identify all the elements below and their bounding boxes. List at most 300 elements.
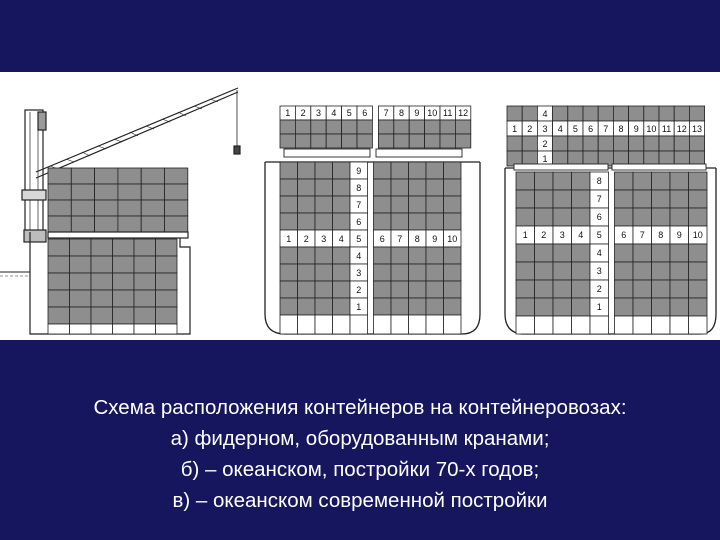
hold-container [409,162,427,179]
hold-tier-number: 1 [596,302,602,312]
hold-container [553,244,572,262]
deck-container [568,106,583,121]
hold-container [391,264,409,281]
hold-container [280,281,298,298]
hold-container [633,262,652,280]
hold-container [333,264,351,281]
deck-container [583,106,598,121]
hold-double-bottom-cell [374,315,392,334]
feeder-double-bottom-cell [134,324,156,334]
feeder-hold-container [48,256,70,273]
feeder-hold-container [134,273,156,290]
hold-tier-number: 8 [596,176,602,186]
hold-container [689,262,708,280]
hold-container [670,298,689,316]
feeder-deck-container [141,168,164,184]
hold-container [426,179,444,196]
hold-row-number: 2 [541,230,547,240]
hold-container [280,196,298,213]
feeder-hold-container [48,273,70,290]
hold-double-bottom-cell [391,315,409,334]
hold-double-bottom-cell [689,316,708,334]
hold-container [444,247,462,264]
feeder-deck-container [48,216,71,232]
hold-container [444,179,462,196]
hold-container [333,162,351,179]
hold-container [444,264,462,281]
feeder-hold-container [113,307,135,324]
hold-container [615,244,634,262]
hold-container [670,190,689,208]
deck-container [522,106,537,121]
caption-line-3: б) – океанском, постройки 70-х годов; [180,458,540,481]
hold-container [374,298,392,315]
feeder-hold-container [156,273,178,290]
hold-container [633,190,652,208]
hold-container [426,298,444,315]
hold-container [670,208,689,226]
feeder-deck-container [48,184,71,200]
hold-tier-number: 6 [356,217,362,227]
hold-double-bottom-cell [590,316,609,334]
hold-container [516,244,535,262]
hold-container [426,162,444,179]
deck-container [659,136,674,151]
crane-jib-lattice [50,99,218,169]
deck-container [507,136,522,151]
hold-container [670,172,689,190]
hold-double-bottom-cell [670,316,689,334]
hold-container [633,208,652,226]
hold-container [409,281,427,298]
deck-row-number: 9 [633,124,639,134]
feeder-hold-container [113,239,135,256]
deck-container [440,120,455,134]
hold-container [298,179,316,196]
hold-container [280,179,298,196]
hold-container [553,298,572,316]
hold-container [652,262,671,280]
feeder-deck-container [118,184,141,200]
deck-container [629,106,644,121]
hold-container [374,264,392,281]
hold-row-number: 6 [621,230,627,240]
deck-container [674,136,689,151]
hold-container [333,247,351,264]
hold-container [553,172,572,190]
hold-container [333,196,351,213]
feeder-deck-containers [48,168,188,232]
feeder-deck-container [71,216,94,232]
deck-container [659,106,674,121]
deck-container [394,120,409,134]
hold-container [409,196,427,213]
hold-container [298,264,316,281]
feeder-hold-container [70,239,92,256]
feeder-hatch-cover [48,232,188,238]
hold-container [633,280,652,298]
hold-container [280,162,298,179]
deck-row-number: 9 [414,108,420,118]
ocean-1970s-hold-grid [280,162,461,334]
hold-container [516,280,535,298]
feeder-ship-with-crane [0,88,240,334]
hold-container [374,179,392,196]
hold-double-bottom-cell [633,316,652,334]
hold-tier-number: 8 [356,183,362,193]
deck-tier-number: 1 [542,154,548,164]
hold-container [652,208,671,226]
ocean-1970s-deck-row [280,106,471,148]
figure-caption [0,392,720,516]
hold-container [280,264,298,281]
ocean-modern-hatch-cover-right [612,164,706,170]
deck-container [629,136,644,151]
deck-row-number: 10 [646,124,657,134]
hold-tier-number: 1 [356,302,362,312]
hold-container [426,281,444,298]
hold-container [572,244,591,262]
hold-container [298,298,316,315]
hold-container [572,262,591,280]
hold-container [374,247,392,264]
hold-container [409,179,427,196]
deck-container [409,134,424,148]
hold-row-number: 2 [303,234,309,244]
deck-container [644,136,659,151]
deck-container [409,120,424,134]
hold-container [444,196,462,213]
feeder-double-bottom-cell [48,324,70,334]
hold-container [633,172,652,190]
hold-container [333,281,351,298]
deck-row-number: 1 [512,124,518,134]
ship-diagrams-figure [0,72,720,340]
hold-tier-number: 7 [356,200,362,210]
hold-container [298,162,316,179]
hold-container [572,172,591,190]
hold-container [689,298,708,316]
hold-container [426,196,444,213]
ocean-ship-1970s [265,106,480,334]
hold-double-bottom-cell [426,315,444,334]
hold-container [280,298,298,315]
feeder-deck-container [71,184,94,200]
feeder-hold-container [48,307,70,324]
deck-row-number: 11 [443,108,453,118]
feeder-deck-container [118,200,141,216]
hold-container [553,262,572,280]
feeder-hold-container [91,273,113,290]
hold-tier-number: 3 [596,266,602,276]
hold-double-bottom-cell [333,315,351,334]
deck-container [522,136,537,151]
hold-container [374,162,392,179]
deck-row-number: 5 [346,108,352,118]
hold-row-number: 5 [356,234,362,244]
feeder-deck-container [141,184,164,200]
hold-container [426,264,444,281]
deck-row-number: 12 [458,108,469,118]
deck-container [342,134,357,148]
feeder-hold-container [134,307,156,324]
hold-row-number: 10 [692,230,703,240]
deck-container [613,106,628,121]
hold-tier-number: 2 [596,284,602,294]
hold-container [516,190,535,208]
hold-container [444,298,462,315]
hold-double-bottom-cell [652,316,671,334]
hold-row-number: 1 [522,230,528,240]
deck-row-number: 1 [285,108,291,118]
hold-container [280,247,298,264]
deck-tier-number: 4 [542,109,548,119]
caption-line-1: Схема расположения контейнеров на контейнеровозах: [93,396,627,419]
hold-row-number: 6 [379,234,385,244]
hold-container [409,213,427,230]
hold-container [391,179,409,196]
hold-row-number: 5 [596,230,602,240]
hold-container [444,213,462,230]
deck-row-number: 11 [661,124,672,134]
deck-container [295,120,310,134]
hold-double-bottom-cell [409,315,427,334]
hold-container [426,213,444,230]
hold-container [689,244,708,262]
hold-container [516,262,535,280]
hold-container [391,281,409,298]
deck-container [583,136,598,151]
hold-container [689,172,708,190]
crane-cab [38,112,46,130]
hold-container [391,162,409,179]
deck-row-number: 13 [691,124,703,134]
feeder-deck-container [95,168,118,184]
hold-container [572,298,591,316]
hold-double-bottom-cell [572,316,591,334]
hold-container [615,298,634,316]
feeder-hold-container [91,239,113,256]
hold-container [689,280,708,298]
deck-container [425,134,440,148]
hold-row-number: 9 [676,230,682,240]
hold-container [409,264,427,281]
feeder-deck-container [95,184,118,200]
deck-container [295,134,310,148]
hold-container [374,281,392,298]
deck-container [342,120,357,134]
ocean-modern-hatch-cover-left [514,164,608,170]
hold-container [535,244,554,262]
feeder-hold-container [134,256,156,273]
feeder-deck-container [118,168,141,184]
feeder-deck-container [71,168,94,184]
hold-container [572,280,591,298]
feeder-deck-container [165,184,188,200]
feeder-hold-container [91,290,113,307]
caption-line-2: а) фидерном, оборудованным кранами; [170,427,550,450]
hold-container [689,208,708,226]
hold-row-number: 8 [658,230,664,240]
hold-container [298,196,316,213]
hold-container [333,298,351,315]
feeder-double-bottom-cell [70,324,92,334]
hold-container [615,190,634,208]
deck-container [357,120,372,134]
hold-container [444,162,462,179]
deck-row-number: 4 [331,108,337,118]
hold-container [444,281,462,298]
hold-container [516,208,535,226]
ocean-1970s-hatch-cover-right [376,149,462,157]
hold-double-bottom-cell [280,315,298,334]
ocean-ship-modern [505,106,716,334]
hold-row-number: 4 [338,234,344,244]
hold-tier-number: 4 [356,251,362,261]
feeder-deck-container [141,216,164,232]
crane-platform [22,190,46,200]
hold-container [670,244,689,262]
deck-container [455,120,470,134]
deck-container [674,106,689,121]
feeder-deck-container [118,216,141,232]
deck-container [311,120,326,134]
hold-tier-number: 7 [596,194,602,204]
deck-container [280,120,295,134]
hold-container [333,179,351,196]
deck-row-number: 5 [572,124,578,134]
deck-row-number: 8 [618,124,624,134]
feeder-hold-containers [48,239,177,334]
feeder-hold-container [156,256,178,273]
hold-container [409,247,427,264]
caption-line-4: в) – океанском современной постройки [172,489,548,512]
feeder-deck-container [48,168,71,184]
hold-container [298,247,316,264]
deck-container [440,134,455,148]
deck-container [326,120,341,134]
hold-tier-number: 2 [356,285,362,295]
deck-container [553,136,568,151]
feeder-hold-container [113,290,135,307]
deck-row-number: 7 [383,108,389,118]
hold-row-number: 3 [559,230,565,240]
hold-container [535,298,554,316]
feeder-double-bottom-cell [113,324,135,334]
hold-container [315,162,333,179]
deck-container [689,106,704,121]
hold-container [391,196,409,213]
hold-container [553,208,572,226]
hold-container [315,213,333,230]
hold-tier-number: 6 [596,212,602,222]
hold-row-number: 7 [639,230,645,240]
ocean-modern-deck-stack [507,106,705,166]
ocean-modern-hold-grid [516,172,707,334]
deck-row-number: 2 [527,124,533,134]
deck-tier-number: 2 [542,139,548,149]
feeder-deck-container [95,200,118,216]
feeder-deck-container [165,216,188,232]
feeder-hold-container [113,256,135,273]
hold-container [670,280,689,298]
deck-row-number: 10 [427,108,438,118]
deck-container [689,136,704,151]
feeder-hold-container [70,273,92,290]
hold-container [652,244,671,262]
hold-container [615,262,634,280]
crane-hook [234,146,240,154]
feeder-hold-container [48,290,70,307]
deck-row-number: 7 [603,124,609,134]
hold-double-bottom-cell [535,316,554,334]
deck-row-number: 3 [315,108,322,118]
container-ship-schemes [0,72,720,340]
feeder-hold-container [134,290,156,307]
hold-container [409,298,427,315]
deck-row-number: 4 [557,124,563,134]
deck-row-number: 12 [676,124,687,134]
hold-container [298,213,316,230]
hold-row-number: 1 [286,234,292,244]
feeder-hold-container [134,239,156,256]
hold-double-bottom-cell [444,315,462,334]
feeder-deck-container [95,216,118,232]
hold-tier-number: 9 [356,166,362,176]
feeder-deck-container [165,200,188,216]
deck-container [357,134,372,148]
hold-row-number: 9 [432,234,438,244]
deck-container [507,106,522,121]
hold-double-bottom-cell [553,316,572,334]
hold-tier-number: 4 [596,248,602,258]
hold-container [315,281,333,298]
feeder-hold-container [156,307,178,324]
ocean-1970s-hatch-cover-left [284,149,370,157]
feeder-hold-container [156,290,178,307]
hold-container [652,298,671,316]
hold-container [535,280,554,298]
hold-container [315,247,333,264]
feeder-hold-container [156,239,178,256]
deck-row-number: 3 [542,124,548,134]
deck-container [644,106,659,121]
hold-container [652,280,671,298]
feeder-hold-container [113,273,135,290]
crane-jib-lower [36,92,238,178]
hold-container [615,280,634,298]
hold-container [391,247,409,264]
hold-container [391,298,409,315]
hold-container [633,298,652,316]
deck-container [378,120,393,134]
hold-row-number: 4 [578,230,584,240]
deck-container [378,134,393,148]
hold-container [535,208,554,226]
hold-container [391,213,409,230]
hold-container [572,190,591,208]
hold-container [333,213,351,230]
feeder-deck-container [141,200,164,216]
hold-container [553,190,572,208]
hold-row-number: 8 [414,234,420,244]
feeder-deck-container [165,168,188,184]
hold-row-number: 10 [447,234,458,244]
hold-container [615,172,634,190]
deck-container [280,134,295,148]
hold-row-number: 3 [321,234,327,244]
hold-container [426,247,444,264]
